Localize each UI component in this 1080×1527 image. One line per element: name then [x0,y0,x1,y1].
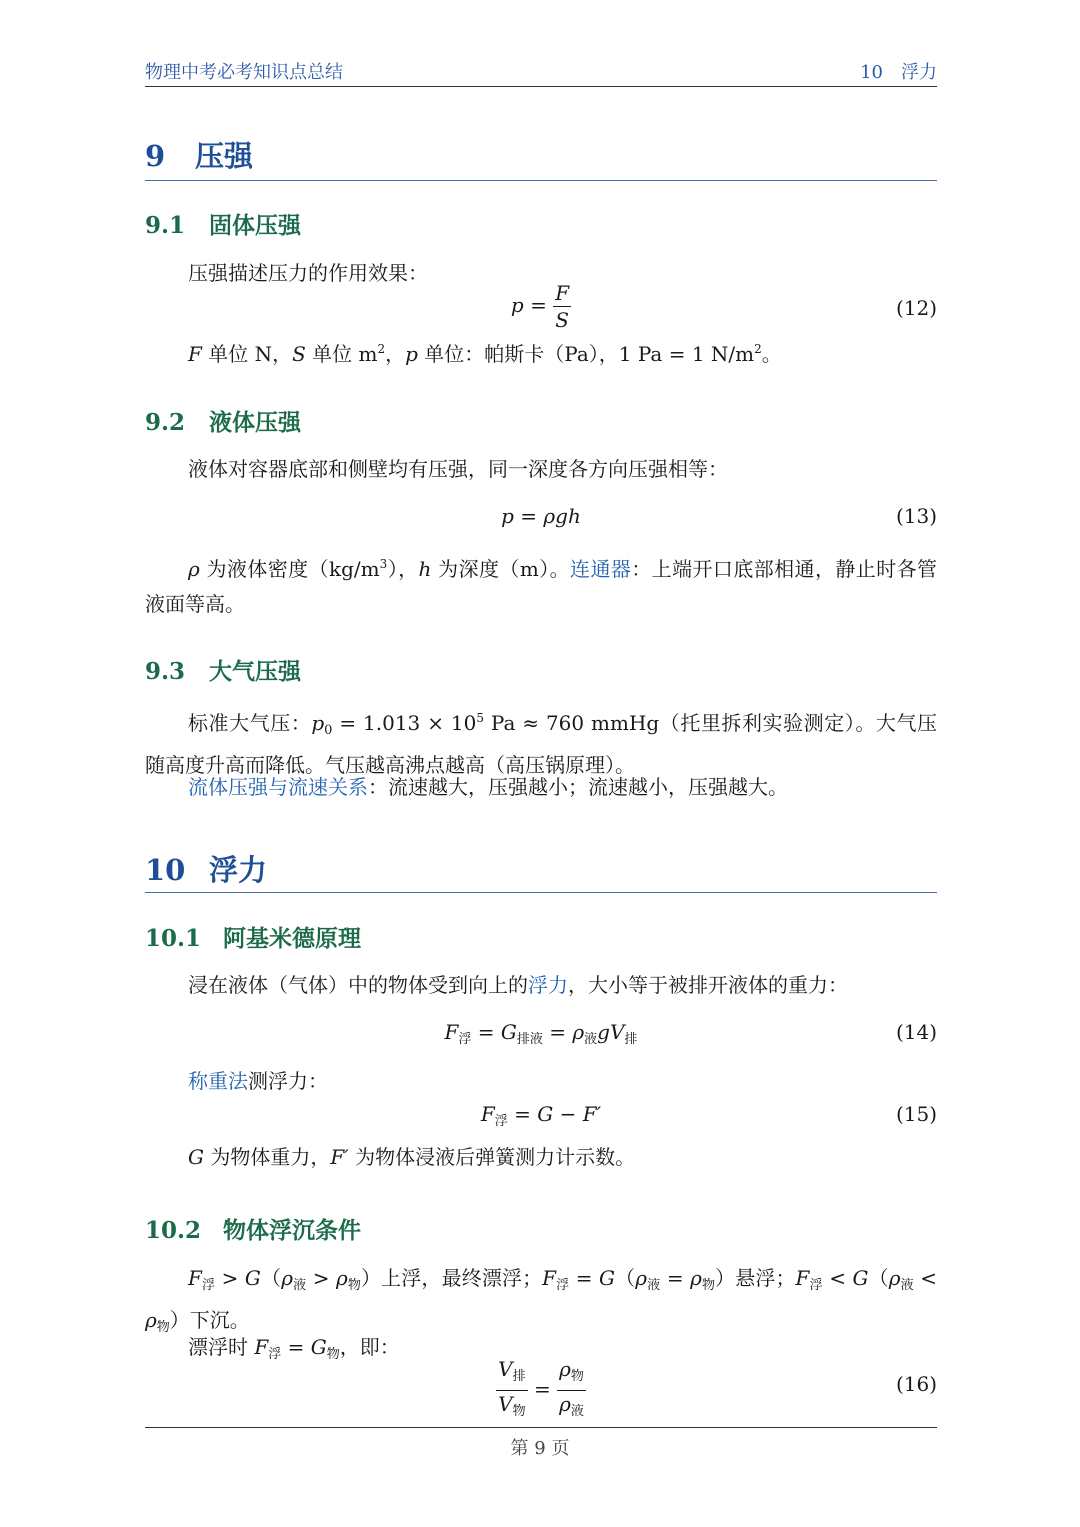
subsection-number: 9.2 [145,409,186,436]
subsection-number: 10.2 [145,1217,202,1244]
paragraph-atmosphere: 标准大气压：$p_0 = 1.013 \times 10^5$ Pa ≈ 760 mmHg（托里拆利实验测定）。大气压随高度升高而降低。气压越高沸点越高（高压锅原理）。 [145,711,938,777]
section-rule [145,892,937,893]
equation-13: p = ρgh [501,504,581,528]
footer-rule [145,1427,937,1428]
equation-number: (14) [895,1020,937,1044]
subsection-9-2-heading [145,404,301,437]
equation-16: $\frac{V_排}{V_物}$ = $\frac{\rho_物}{\rho_液}$ [145,1356,937,1425]
paragraph-archimedes: 浸在液体（气体）中的物体受到向上的浮力，大小等于被排开液体的重力： [188,973,848,997]
paragraph: 液体对容器底部和侧壁均有压强，同一深度各方向压强相等： [188,457,728,481]
paragraph-fluid: 流体压强与流速关系：流速越大，压强越小；流速越小，压强越大。 [188,775,788,799]
fraction: $\frac{V_排}{V_物}$ [498,1357,526,1419]
equation-14: $F_浮 = G_{排液} = \rho_液gV_排$ [444,1020,638,1047]
header-rule [145,86,937,87]
subsection-9-3-heading [145,653,301,686]
subsection-9-1-heading [145,207,301,240]
running-header-title: 物理中考必考知识点总结 [145,62,343,83]
paragraph-floating: 漂浮时 $F_浮 = G_物$，即： [188,1335,400,1362]
subsection-title: 阿基米德原理 [223,925,361,952]
paragraph-density: ρ 为液体密度$(kg/m^3)$，h 为深度（m）。连通器：上端开口底部相通，静止时各管液面等高。 [145,557,938,616]
section-10-heading [145,848,937,889]
subsection-number: 10.1 [145,925,202,952]
term-connected-vessel: 连通器 [570,557,632,581]
section-number: 9 [145,139,166,173]
subsection-10-2-heading [145,1212,361,1245]
paragraph: 压强描述压力的作用效果： [188,261,428,285]
equation-number: (13) [895,504,937,528]
equation-number: (16) [895,1372,937,1396]
equation-15: $F_浮 = G - F'$ [480,1102,602,1129]
fraction: $\frac{F}{S}$ [555,281,570,332]
subsection-number: 9.1 [145,212,186,239]
term-weighing-method: 称重法 [188,1069,248,1093]
subsection-title: 物体浮沉条件 [223,1217,361,1244]
equation-number: (12) [895,296,937,320]
running-header [145,58,937,84]
equation-number: (15) [895,1102,937,1126]
term-fluid-pressure: 流体压强与流速关系 [188,775,368,799]
equation-12: p = $\frac{F}{S}$ [510,281,570,332]
paragraph-conditions: $F_浮 > G(\rho_液 > \rho_物)$上浮，最终漂浮；$F_浮 = G(\rho_液 = \rho_物)$悬浮；$F_浮 < G(\rho_液 < \rho_物)$下沉。 [145,1266,938,1335]
page-number: 第 9 页 [510,1438,570,1459]
section-number: 10 [145,853,186,887]
section-9-heading [145,134,937,175]
subsection-title: 液体压强 [209,409,301,436]
subsection-title: 固体压强 [209,212,301,239]
running-header-chapter: 10 浮力 [860,62,937,83]
section-title: 浮力 [209,853,268,887]
section-title: 压强 [195,139,254,173]
section-rule [145,180,937,181]
subsection-title: 大气压强 [209,658,301,685]
paragraph-weighing: 称重法测浮力： [188,1069,328,1093]
term-buoyancy: 浮力 [528,973,568,997]
paragraph-note: G 为物体重力，F′ 为物体浸液后弹簧测力计示数。 [188,1145,636,1169]
fraction: $\frac{\rho_物}{\rho_液}$ [559,1357,584,1419]
subsection-10-1-heading [145,920,361,953]
subsection-number: 9.3 [145,658,186,685]
paragraph-units: F 单位 N，S 单位 $m^2$，p 单位：帕斯卡（Pa），1 Pa = 1 $N/m^2$。 [188,342,782,366]
